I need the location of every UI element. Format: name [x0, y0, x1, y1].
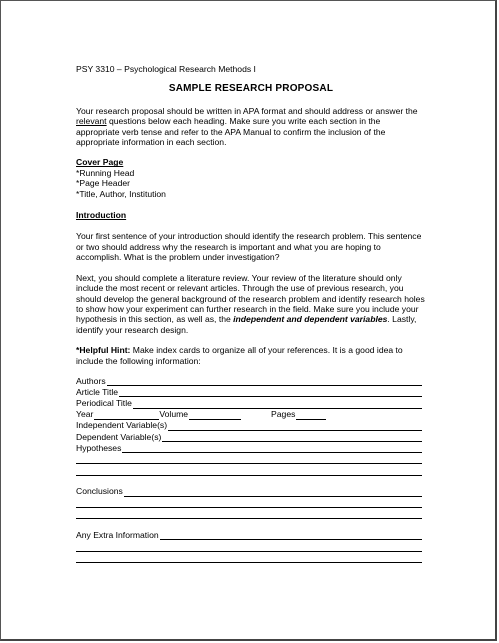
independent-variables-label: Independent Variable(s) [76, 420, 168, 431]
periodical-title-label: Periodical Title [76, 398, 132, 409]
extra-blank-line-1 [76, 540, 422, 551]
year-label: Year [76, 409, 94, 420]
conclusions-line [124, 488, 422, 497]
authors-row [76, 375, 422, 386]
hypotheses-label: Hypotheses [76, 442, 122, 453]
dependent-variables-line [162, 433, 422, 442]
conclusions-label: Conclusions [76, 486, 123, 497]
periodical-title-row [76, 397, 422, 408]
extra-information-row [76, 529, 422, 540]
dependent-variables-label: Dependent Variable(s) [76, 431, 162, 442]
intro2-text-part1: Next, you should complete a literature review. Your review of the literature should only include the most recent or relevant articles. Through the use of previous research, you should develop the general background of the research problem and identify research holes to show how your experiment can further research in the field. Make sure you include your hypothesis in this section, as well as, the [76, 272, 425, 325]
hypotheses-blank-line-1 [76, 453, 422, 464]
volume-line [189, 411, 241, 420]
extra-information-label: Any Extra Information [76, 529, 159, 540]
cover-item-running-head: *Running Head [76, 167, 135, 178]
document-title: SAMPLE RESEARCH PROPOSAL [168, 83, 334, 95]
article-title-label: Article Title [76, 386, 119, 397]
hint-label: *Helpful Hint: [76, 345, 131, 356]
authors-label: Authors [76, 375, 106, 386]
hypotheses-blank-line-2 [76, 464, 422, 475]
extra-information-line [160, 531, 422, 540]
intro-paragraph [76, 106, 426, 148]
index-card-fields [76, 375, 426, 563]
article-title-row [76, 386, 422, 397]
dependent-variables-row [76, 431, 422, 442]
cover-item-title-author: *Title, Author, Institution [76, 188, 166, 199]
course-title: PSY 3310 – Psychological Research Methods I [76, 64, 256, 74]
introduction-paragraph-2 [76, 273, 426, 335]
pages-line [296, 411, 326, 420]
conclusions-blank-line-1 [76, 497, 422, 508]
year-line [94, 411, 159, 420]
document-content [76, 64, 426, 563]
intro-text-part1: Your research proposal should be written in APA format and should address or answer the [76, 105, 418, 116]
independent-variables-line [168, 422, 422, 431]
authors-line [107, 377, 422, 386]
introduction-paragraph-1: Your first sentence of your introduction should identify the research problem. This sentence or two should address why the research is important and what you are hoping to accomplish. What is the problem under investigation? [76, 231, 422, 263]
intro2-text-part2: . Lastly, identify your research design. [76, 314, 417, 335]
cover-page-heading: Cover Page [76, 157, 124, 168]
pages-label: Pages [271, 409, 296, 420]
intro-text-part2: questions below each heading. Make sure you write each section in the appropriate verb tense and refer to the APA Manual to confirm the inclusion of the appropriate information in each section. [76, 116, 386, 148]
hypotheses-line [122, 444, 422, 453]
intro-underlined-word: relevant [76, 116, 107, 127]
hypotheses-row [76, 442, 422, 453]
independent-variables-row [76, 420, 422, 431]
cover-page-list [76, 168, 426, 199]
introduction-heading: Introduction [76, 210, 127, 221]
conclusions-row [76, 486, 422, 497]
hint-text: Make index cards to organize all of your references. It is a good idea to include the following information: [76, 345, 403, 366]
cover-item-page-header: *Page Header [76, 178, 130, 189]
helpful-hint [76, 345, 426, 366]
volume-label: Volume [159, 409, 189, 420]
extra-blank-line-2 [76, 552, 422, 563]
intro2-emphasis: independent and dependent variables [233, 314, 388, 325]
conclusions-blank-line-2 [76, 508, 422, 519]
periodical-title-line [133, 400, 422, 409]
year-volume-pages-row [76, 409, 422, 420]
article-title-line [119, 388, 422, 397]
